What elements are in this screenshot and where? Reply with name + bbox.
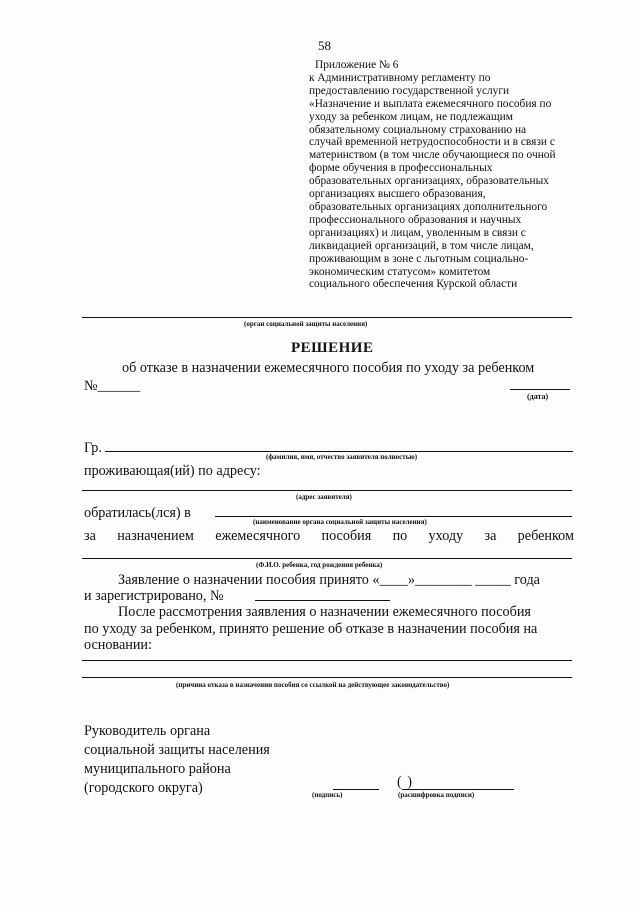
appendix-line: социального обеспечения Курской области [309, 278, 518, 291]
reason-line-1[interactable] [82, 660, 572, 661]
appendix-block [309, 59, 599, 291]
word: за [84, 528, 96, 544]
appendix-line: случай временной нетрудоспособности и в связи с [309, 136, 555, 149]
appendix-line: организациях) и лицам, уволенным в связи с [309, 226, 526, 239]
appendix-line: ликвидацией организаций, в том числе лицам, [309, 239, 534, 252]
address-line[interactable] [82, 490, 572, 491]
appendix-line: «Назначение и выплата ежемесячного пособия по [309, 97, 552, 110]
after-line-2: по уходу за ребенком, принято решение об отказе в назначении пособия на [84, 621, 538, 637]
appendix-line: уходу за ребенком лицам, не подлежащим [309, 110, 513, 123]
appendix-line: проживающим в зоне с льготным социально- [309, 252, 529, 265]
signature-caption: (подпись) [312, 791, 343, 799]
organ-caption: (орган социальной защиты населения) [244, 320, 368, 328]
word: назначением [117, 528, 194, 544]
address-caption: (адрес заявителя) [296, 493, 352, 501]
fio-line[interactable] [105, 451, 573, 452]
appendix-line: материнством (в том числе обучающиеся по очной [309, 149, 556, 162]
head-line: Руководитель органа [84, 723, 211, 739]
child-line[interactable] [82, 558, 572, 559]
appendix-line: профессионального образования и научных [309, 213, 522, 226]
appendix-line: к Административному регламенту по [309, 71, 491, 84]
word: за [484, 528, 497, 544]
reason-caption: (причина отказа в назначении пособия со ссылкой на действующее законодательство) [176, 681, 450, 689]
appendix-line: образовательных организациях, образовательных [309, 175, 549, 188]
registration-number-line[interactable] [255, 600, 390, 601]
head-line: муниципального района [84, 761, 231, 777]
fio-caption: (фамилия, имя, отчество заявителя полностью) [266, 453, 418, 461]
appendix-line: Приложение № 6 [315, 59, 399, 71]
head-line: социальной защиты населения [84, 742, 270, 758]
appendix-line: образовательных организациях дополнительного [309, 200, 548, 213]
word: уходу [428, 528, 464, 544]
applied-label: обратилась(лся) в [84, 505, 191, 521]
signature-line[interactable] [333, 789, 379, 790]
appendix-line: организациях высшего образования, [309, 188, 486, 201]
page-number: 58 [318, 38, 331, 53]
document-subtitle: об отказе в назначении ежемесячного пособия по уходу за ребенком [122, 360, 535, 376]
word: по [392, 528, 408, 544]
appendix-line: форме обучения в профессиональных [309, 162, 493, 175]
appendix-line: предоставлению государственной услуги [309, 84, 510, 97]
appendix-line: обязательному социальному страхованию на [309, 123, 527, 136]
signature-decode-field[interactable]: ( ) [397, 774, 413, 790]
statement-line-1[interactable]: Заявление о назначении пособия принято «____»________ _____ года [118, 572, 540, 588]
date-line[interactable] [510, 389, 570, 390]
signature-decode-line[interactable] [402, 789, 514, 790]
child-caption: (Ф.И.О. ребенка, год рождения ребенка) [256, 561, 383, 569]
word: пособия [321, 528, 372, 544]
word: ребенком [517, 528, 574, 544]
after-line-1: После рассмотрения заявления о назначении ежемесячного пособия [118, 604, 531, 620]
date-caption: (дата) [527, 392, 549, 401]
residing-label: проживающая(ий) по адресу: [84, 463, 261, 479]
organ-line[interactable] [82, 317, 572, 318]
number-field[interactable]: №______ [84, 378, 141, 394]
document-title: РЕШЕНИЕ [291, 340, 374, 356]
organ-name-line[interactable] [215, 516, 572, 517]
organ-name-caption: (наименование органа социальной защиты населения) [253, 518, 427, 526]
signature-decode-caption: (расшифровка подписи) [398, 791, 475, 799]
for-purpose-line [84, 528, 574, 545]
appendix-line: экономическим статусом» комитетом [309, 265, 491, 278]
reason-line-2[interactable] [82, 677, 572, 678]
statement-line-2: и зарегистрировано, № [84, 588, 224, 604]
after-line-3: основании: [84, 637, 152, 653]
word: ежемесячного [215, 528, 301, 544]
gr-label: Гр. [84, 440, 102, 456]
head-line: (городского округа) [84, 780, 203, 796]
